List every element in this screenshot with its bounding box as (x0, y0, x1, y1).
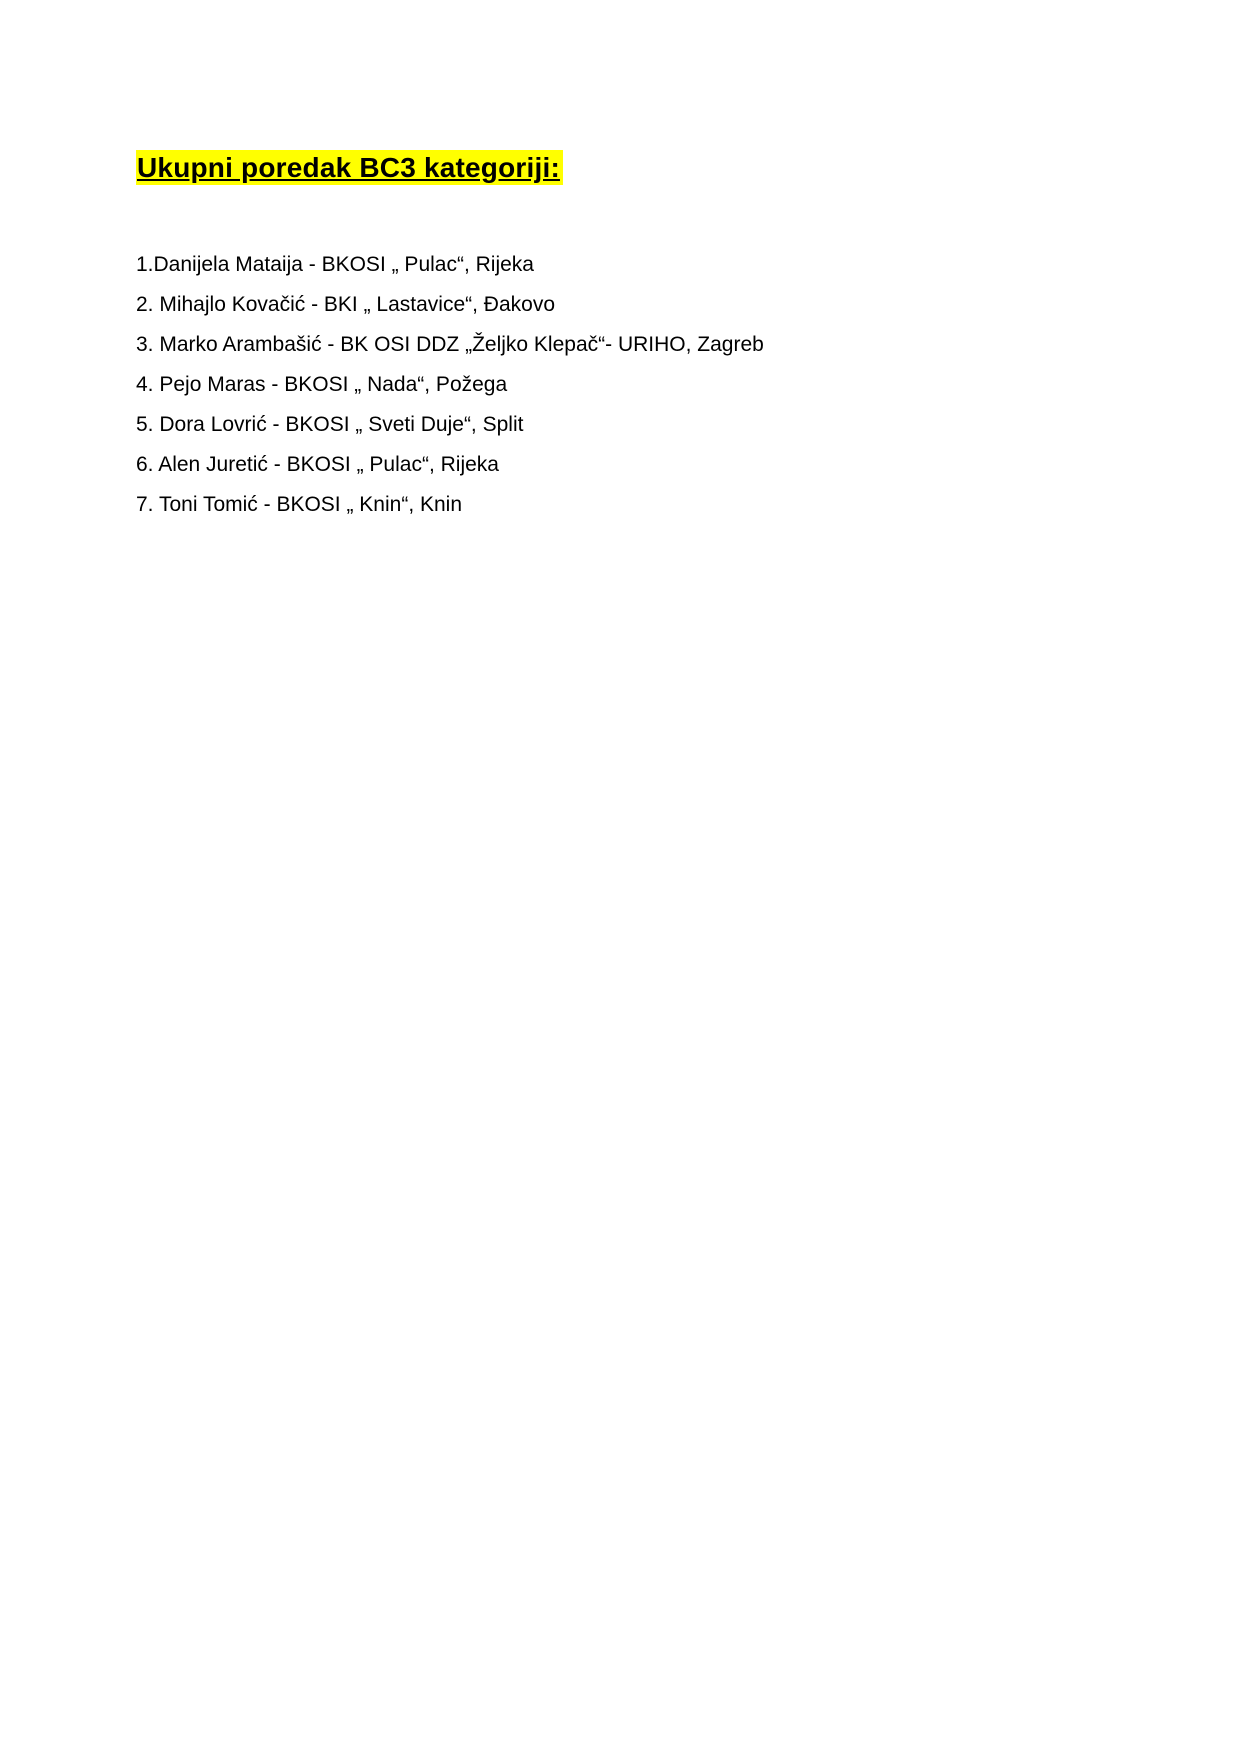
list-item: 5. Dora Lovrić - BKOSI „ Sveti Duje“, Split (136, 413, 524, 436)
list-item: 2. Mihajlo Kovačić - BKI „ Lastavice“, Đakovo (136, 293, 555, 316)
page-title-row (136, 148, 1161, 185)
list-item: 7. Toni Tomić - BKOSI „ Knin“, Knin (136, 493, 463, 516)
page-title: Ukupni poredak BC3 kategoriji: (136, 150, 563, 185)
list-item: 1.Danijela Mataija - BKOSI „ Pulac“, Rijeka (136, 253, 534, 276)
list-item: 6. Alen Juretić - BKOSI „ Pulac“, Rijeka (136, 453, 499, 476)
list-item: 4. Pejo Maras - BKOSI „ Nada“, Požega (136, 373, 508, 396)
list-item: 3. Marko Arambašić - BK OSI DDZ „Željko Klepač“- URIHO, Zagreb (136, 333, 764, 356)
ranking-list (136, 245, 1161, 525)
document-content (136, 148, 1161, 525)
